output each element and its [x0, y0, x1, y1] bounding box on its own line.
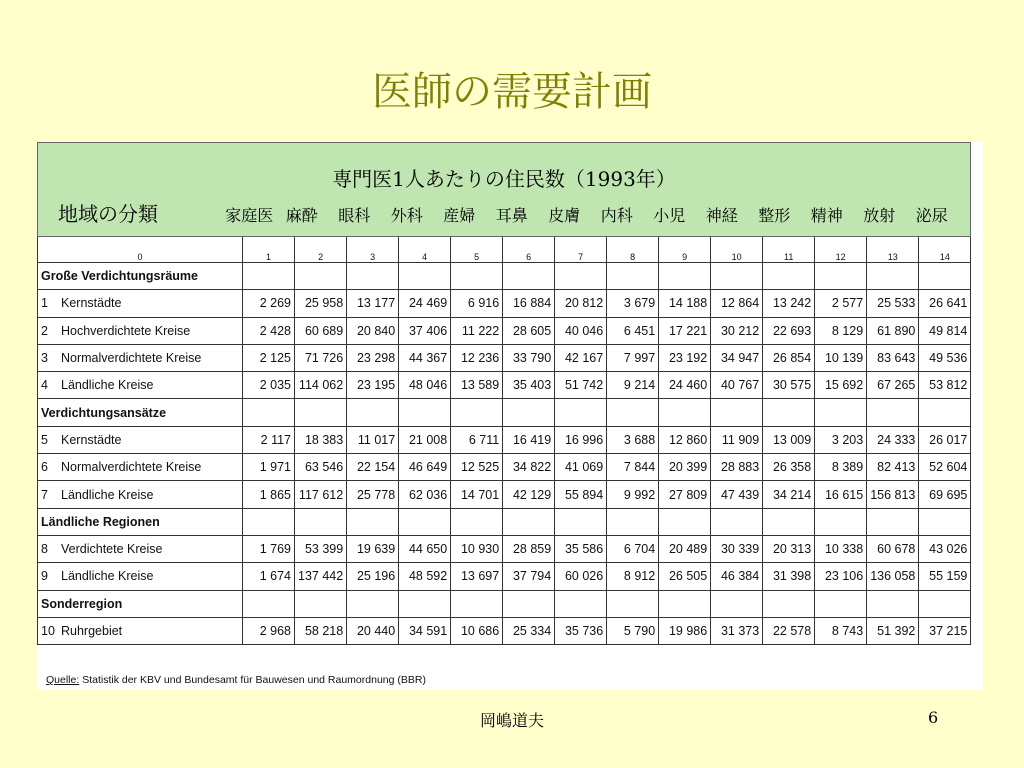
value-cell: 2 269	[243, 290, 295, 317]
value-cell: 13 009	[763, 426, 815, 453]
table-row	[38, 426, 971, 453]
empty-cell	[347, 399, 399, 426]
value-cell: 2 428	[243, 317, 295, 344]
row-index: 7	[41, 487, 48, 502]
header-overlay	[37, 142, 971, 237]
value-cell: 58 218	[295, 617, 347, 644]
value-cell: 52 604	[919, 454, 971, 481]
column-number: 11	[763, 231, 815, 263]
value-cell: 55 159	[919, 563, 971, 590]
value-cell: 11 222	[451, 317, 503, 344]
value-cell: 8 912	[607, 563, 659, 590]
empty-cell	[867, 263, 919, 290]
empty-cell	[763, 508, 815, 535]
value-cell: 71 726	[295, 344, 347, 371]
row-label: Ländliche Kreise	[61, 487, 154, 502]
value-cell: 7 997	[607, 344, 659, 371]
value-cell: 19 986	[659, 617, 711, 644]
value-cell: 3 203	[815, 426, 867, 453]
row-label-cell	[38, 317, 243, 344]
value-cell: 62 036	[399, 481, 451, 508]
value-cell: 26 505	[659, 563, 711, 590]
value-cell: 20 399	[659, 454, 711, 481]
value-cell: 14 188	[659, 290, 711, 317]
value-cell: 17 221	[659, 317, 711, 344]
value-cell: 23 298	[347, 344, 399, 371]
value-cell: 6 451	[607, 317, 659, 344]
empty-cell	[503, 263, 555, 290]
value-cell: 55 894	[555, 481, 607, 508]
specialty-label: 耳鼻	[495, 206, 528, 225]
column-number: 6	[503, 231, 555, 263]
row-label-cell	[38, 426, 243, 453]
value-cell: 11 909	[711, 426, 763, 453]
row-label-cell	[38, 563, 243, 590]
table-row	[38, 563, 971, 590]
empty-cell	[867, 399, 919, 426]
value-cell: 16 884	[503, 290, 555, 317]
value-cell: 22 154	[347, 454, 399, 481]
value-cell: 23 106	[815, 563, 867, 590]
row-label: Normalverdichtete Kreise	[61, 460, 202, 475]
value-cell: 2 577	[815, 290, 867, 317]
value-cell: 20 812	[555, 290, 607, 317]
row-index: 3	[41, 351, 48, 366]
value-cell: 28 883	[711, 454, 763, 481]
value-cell: 37 794	[503, 563, 555, 590]
value-cell: 13 589	[451, 372, 503, 399]
value-cell: 26 017	[919, 426, 971, 453]
value-cell: 44 650	[399, 535, 451, 562]
specialty-label: 泌尿	[915, 206, 948, 225]
empty-cell	[607, 508, 659, 535]
empty-cell	[815, 590, 867, 617]
value-cell: 11 017	[347, 426, 399, 453]
value-cell: 27 809	[659, 481, 711, 508]
value-cell: 19 639	[347, 535, 399, 562]
value-cell: 13 177	[347, 290, 399, 317]
row-index: 4	[41, 378, 48, 393]
empty-cell	[711, 263, 763, 290]
row-index: 6	[41, 460, 48, 475]
value-cell: 28 605	[503, 317, 555, 344]
row-index: 5	[41, 432, 48, 447]
value-cell: 31 398	[763, 563, 815, 590]
value-cell: 33 790	[503, 344, 555, 371]
section-row	[38, 399, 971, 426]
empty-cell	[399, 590, 451, 617]
empty-cell	[295, 263, 347, 290]
value-cell: 20 489	[659, 535, 711, 562]
column-number: 7	[555, 231, 607, 263]
value-cell: 26 854	[763, 344, 815, 371]
value-cell: 13 242	[763, 290, 815, 317]
value-cell: 2 125	[243, 344, 295, 371]
empty-cell	[919, 263, 971, 290]
value-cell: 35 586	[555, 535, 607, 562]
row-index: 1	[41, 296, 48, 311]
specialty-label: 皮膚	[548, 206, 581, 225]
value-cell: 16 615	[815, 481, 867, 508]
table-row	[38, 290, 971, 317]
specialty-label: 放射	[863, 206, 896, 225]
value-cell: 14 701	[451, 481, 503, 508]
page-number: 6	[928, 708, 939, 727]
source-text: Statistik der KBV und Bundesamt für Bauwesen und Raumordnung (BBR)	[79, 674, 426, 686]
row-label-cell	[38, 344, 243, 371]
value-cell: 53 399	[295, 535, 347, 562]
empty-cell	[451, 263, 503, 290]
value-cell: 6 916	[451, 290, 503, 317]
row-label: Ruhrgebiet	[61, 624, 123, 638]
value-cell: 34 947	[711, 344, 763, 371]
empty-cell	[451, 399, 503, 426]
table-row	[38, 617, 971, 644]
specialty-label: 精神	[810, 206, 843, 225]
specialty-labels	[223, 203, 958, 226]
value-cell: 2 035	[243, 372, 295, 399]
empty-cell	[243, 508, 295, 535]
row-label: Kernstädte	[61, 432, 122, 447]
value-cell: 24 333	[867, 426, 919, 453]
value-cell: 16 996	[555, 426, 607, 453]
column-number: 8	[607, 231, 659, 263]
row-label-cell	[38, 617, 243, 644]
value-cell: 8 129	[815, 317, 867, 344]
empty-cell	[243, 263, 295, 290]
value-cell: 60 678	[867, 535, 919, 562]
empty-cell	[867, 590, 919, 617]
column-number: 10	[711, 231, 763, 263]
value-cell: 1 674	[243, 563, 295, 590]
section-row	[38, 508, 971, 535]
value-cell: 25 778	[347, 481, 399, 508]
empty-cell	[347, 508, 399, 535]
value-cell: 49 814	[919, 317, 971, 344]
value-cell: 42 129	[503, 481, 555, 508]
value-cell: 6 704	[607, 535, 659, 562]
value-cell: 10 338	[815, 535, 867, 562]
empty-cell	[867, 508, 919, 535]
empty-cell	[451, 508, 503, 535]
value-cell: 21 008	[399, 426, 451, 453]
empty-cell	[607, 399, 659, 426]
value-cell: 40 767	[711, 372, 763, 399]
empty-cell	[451, 590, 503, 617]
column-number: 1	[243, 231, 295, 263]
empty-cell	[659, 263, 711, 290]
empty-cell	[607, 590, 659, 617]
table-row	[38, 535, 971, 562]
value-cell: 69 695	[919, 481, 971, 508]
empty-cell	[919, 508, 971, 535]
value-cell: 3 688	[607, 426, 659, 453]
value-cell: 25 958	[295, 290, 347, 317]
empty-cell	[763, 263, 815, 290]
value-cell: 10 139	[815, 344, 867, 371]
value-cell: 15 692	[815, 372, 867, 399]
table-row	[38, 344, 971, 371]
specialty-label: 麻酔	[285, 206, 318, 225]
value-cell: 117 612	[295, 481, 347, 508]
value-cell: 28 859	[503, 535, 555, 562]
value-cell: 22 693	[763, 317, 815, 344]
value-cell: 37 215	[919, 617, 971, 644]
row-label-cell	[38, 481, 243, 508]
empty-cell	[399, 263, 451, 290]
row-index: 9	[41, 569, 48, 584]
value-cell: 9 992	[607, 481, 659, 508]
value-cell: 16 419	[503, 426, 555, 453]
row-label: Kernstädte	[61, 296, 122, 311]
empty-cell	[503, 590, 555, 617]
value-cell: 48 046	[399, 372, 451, 399]
value-cell: 26 358	[763, 454, 815, 481]
row-label-cell	[38, 454, 243, 481]
value-cell: 20 840	[347, 317, 399, 344]
value-cell: 137 442	[295, 563, 347, 590]
column-number: 14	[919, 231, 971, 263]
section-row	[38, 590, 971, 617]
value-cell: 41 069	[555, 454, 607, 481]
value-cell: 40 046	[555, 317, 607, 344]
empty-cell	[295, 399, 347, 426]
value-cell: 10 686	[451, 617, 503, 644]
specialty-label: 家庭医	[225, 206, 274, 225]
section-name: Sonderregion	[38, 590, 243, 617]
row-label: Ländliche Kreise	[61, 378, 154, 393]
empty-cell	[607, 263, 659, 290]
empty-cell	[555, 590, 607, 617]
table-row	[38, 481, 971, 508]
column-number: 9	[659, 231, 711, 263]
empty-cell	[399, 399, 451, 426]
physicians-table	[37, 230, 971, 645]
value-cell: 47 439	[711, 481, 763, 508]
row-index: 10	[41, 624, 55, 638]
empty-cell	[711, 399, 763, 426]
row-label: Verdichtete Kreise	[61, 542, 163, 557]
value-cell: 30 339	[711, 535, 763, 562]
empty-cell	[503, 399, 555, 426]
value-cell: 20 440	[347, 617, 399, 644]
value-cell: 2 968	[243, 617, 295, 644]
column-number: 2	[295, 231, 347, 263]
value-cell: 51 392	[867, 617, 919, 644]
value-cell: 22 578	[763, 617, 815, 644]
specialty-label: 神経	[705, 206, 738, 225]
empty-cell	[555, 508, 607, 535]
value-cell: 12 236	[451, 344, 503, 371]
column-number: 3	[347, 231, 399, 263]
empty-cell	[243, 399, 295, 426]
value-cell: 9 214	[607, 372, 659, 399]
value-cell: 12 860	[659, 426, 711, 453]
value-cell: 63 546	[295, 454, 347, 481]
value-cell: 23 195	[347, 372, 399, 399]
value-cell: 2 117	[243, 426, 295, 453]
empty-cell	[243, 590, 295, 617]
footer-author: 岡嶋道夫	[479, 711, 544, 730]
empty-cell	[815, 263, 867, 290]
value-cell: 1 971	[243, 454, 295, 481]
value-cell: 12 525	[451, 454, 503, 481]
value-cell: 61 890	[867, 317, 919, 344]
section-name: Verdichtungsansätze	[38, 399, 243, 426]
value-cell: 1 865	[243, 481, 295, 508]
empty-cell	[503, 508, 555, 535]
value-cell: 60 026	[555, 563, 607, 590]
value-cell: 34 214	[763, 481, 815, 508]
value-cell: 37 406	[399, 317, 451, 344]
empty-cell	[295, 590, 347, 617]
column-number: 0	[38, 231, 243, 263]
value-cell: 48 592	[399, 563, 451, 590]
value-cell: 1 769	[243, 535, 295, 562]
empty-cell	[763, 399, 815, 426]
value-cell: 35 736	[555, 617, 607, 644]
value-cell: 51 742	[555, 372, 607, 399]
section-name: Große Verdichtungsräume	[38, 263, 243, 290]
value-cell: 6 711	[451, 426, 503, 453]
empty-cell	[555, 399, 607, 426]
region-label: 地域の分類	[58, 202, 158, 226]
value-cell: 46 649	[399, 454, 451, 481]
value-cell: 114 062	[295, 372, 347, 399]
row-label: Normalverdichtete Kreise	[61, 351, 202, 366]
section-row	[38, 263, 971, 290]
value-cell: 25 196	[347, 563, 399, 590]
row-index: 8	[41, 542, 48, 557]
specialty-label: 小児	[653, 206, 686, 225]
column-number: 5	[451, 231, 503, 263]
column-number: 12	[815, 231, 867, 263]
value-cell: 60 689	[295, 317, 347, 344]
empty-cell	[347, 590, 399, 617]
value-cell: 7 844	[607, 454, 659, 481]
value-cell: 31 373	[711, 617, 763, 644]
row-label-cell	[38, 535, 243, 562]
value-cell: 43 026	[919, 535, 971, 562]
value-cell: 136 058	[867, 563, 919, 590]
value-cell: 82 413	[867, 454, 919, 481]
empty-cell	[659, 399, 711, 426]
value-cell: 18 383	[295, 426, 347, 453]
row-label-cell	[38, 372, 243, 399]
empty-cell	[763, 590, 815, 617]
specialty-label: 内科	[600, 206, 633, 225]
row-label: Ländliche Kreise	[61, 569, 154, 584]
empty-cell	[295, 508, 347, 535]
value-cell: 30 212	[711, 317, 763, 344]
value-cell: 30 575	[763, 372, 815, 399]
value-cell: 20 313	[763, 535, 815, 562]
value-cell: 34 822	[503, 454, 555, 481]
value-cell: 3 679	[607, 290, 659, 317]
specialty-label: 整形	[758, 206, 791, 225]
value-cell: 25 533	[867, 290, 919, 317]
value-cell: 156 813	[867, 481, 919, 508]
value-cell: 8 389	[815, 454, 867, 481]
empty-cell	[555, 263, 607, 290]
column-number: 4	[399, 231, 451, 263]
table-row	[38, 372, 971, 399]
value-cell: 44 367	[399, 344, 451, 371]
empty-cell	[347, 263, 399, 290]
empty-cell	[711, 590, 763, 617]
value-cell: 24 460	[659, 372, 711, 399]
specialty-label: 外科	[390, 206, 423, 225]
row-index: 2	[41, 323, 48, 338]
value-cell: 67 265	[867, 372, 919, 399]
empty-cell	[815, 399, 867, 426]
value-cell: 8 743	[815, 617, 867, 644]
value-cell: 26 641	[919, 290, 971, 317]
source-note	[46, 674, 426, 686]
overlay-heading: 専門医1人あたりの住民数（1993年）	[332, 167, 676, 191]
table-row	[38, 454, 971, 481]
empty-cell	[815, 508, 867, 535]
value-cell: 49 536	[919, 344, 971, 371]
value-cell: 53 812	[919, 372, 971, 399]
empty-cell	[919, 590, 971, 617]
section-name: Ländliche Regionen	[38, 508, 243, 535]
slide-title: 医師の需要計画	[372, 69, 652, 115]
empty-cell	[399, 508, 451, 535]
empty-cell	[659, 590, 711, 617]
empty-cell	[659, 508, 711, 535]
value-cell: 25 334	[503, 617, 555, 644]
empty-cell	[919, 399, 971, 426]
row-label: Hochverdichtete Kreise	[61, 323, 191, 338]
specialty-label: 産婦	[443, 206, 476, 225]
value-cell: 10 930	[451, 535, 503, 562]
value-cell: 23 192	[659, 344, 711, 371]
value-cell: 5 790	[607, 617, 659, 644]
value-cell: 42 167	[555, 344, 607, 371]
value-cell: 12 864	[711, 290, 763, 317]
specialty-label: 眼科	[338, 206, 371, 225]
column-number: 13	[867, 231, 919, 263]
row-label-cell	[38, 290, 243, 317]
empty-cell	[711, 508, 763, 535]
value-cell: 46 384	[711, 563, 763, 590]
value-cell: 34 591	[399, 617, 451, 644]
value-cell: 24 469	[399, 290, 451, 317]
source-label: Quelle:	[46, 674, 80, 686]
table-row	[38, 317, 971, 344]
value-cell: 83 643	[867, 344, 919, 371]
value-cell: 35 403	[503, 372, 555, 399]
value-cell: 13 697	[451, 563, 503, 590]
